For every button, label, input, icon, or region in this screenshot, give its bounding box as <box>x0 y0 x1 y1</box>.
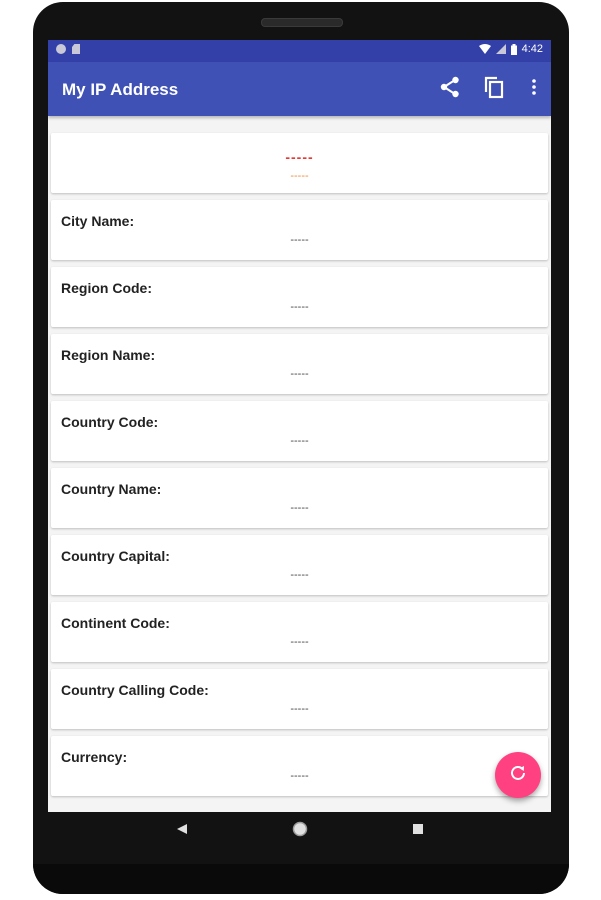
refresh-icon <box>509 764 527 787</box>
info-label: Country Name: <box>61 481 162 497</box>
cell-signal-icon <box>496 44 506 54</box>
status-time: 4:42 <box>521 43 543 55</box>
status-bar <box>48 40 551 62</box>
info-card-currency <box>51 736 548 796</box>
copy-icon <box>483 75 505 104</box>
info-label: Country Calling Code: <box>61 682 209 698</box>
device-bottom-bezel <box>33 864 569 894</box>
info-card-continent-code <box>51 602 548 662</box>
app-bar-actions <box>419 76 539 102</box>
status-notifications <box>56 44 80 54</box>
ip-address-subvalue: ----- <box>290 170 309 182</box>
ip-address-value: ----- <box>285 149 314 165</box>
tablet-frame <box>33 2 569 894</box>
info-card-city-name <box>51 200 548 260</box>
info-value: ----- <box>290 301 309 313</box>
refresh-button[interactable] <box>495 752 541 798</box>
info-label: Region Code: <box>61 280 152 296</box>
home-icon <box>292 821 308 842</box>
speaker-grille <box>261 18 343 27</box>
notification-icon <box>56 44 66 54</box>
home-button[interactable] <box>289 820 311 842</box>
more-vert-icon <box>532 79 536 100</box>
info-card-country-calling-code <box>51 669 548 729</box>
more-options-button[interactable] <box>529 76 539 102</box>
info-label: Continent Code: <box>61 615 170 631</box>
info-value: ----- <box>290 569 309 581</box>
info-value: ----- <box>290 636 309 648</box>
navigation-bar <box>48 810 551 852</box>
share-button[interactable] <box>437 76 463 102</box>
back-button[interactable] <box>171 820 193 842</box>
screen <box>48 40 551 812</box>
app-title: My IP Address <box>62 80 179 99</box>
sd-card-icon <box>72 44 80 54</box>
share-icon <box>439 76 461 103</box>
info-value: ----- <box>290 368 309 380</box>
status-indicators <box>479 43 543 55</box>
ip-address-card <box>51 133 548 193</box>
info-card-country-name <box>51 468 548 528</box>
battery-icon <box>511 44 517 55</box>
back-icon <box>176 822 188 840</box>
info-card-region-name <box>51 334 548 394</box>
info-value: ----- <box>290 703 309 715</box>
info-label: Region Name: <box>61 347 156 363</box>
info-card-country-capital <box>51 535 548 595</box>
info-value: ----- <box>290 435 309 447</box>
wifi-icon <box>479 44 491 54</box>
app-bar <box>48 62 551 116</box>
recents-button[interactable] <box>407 820 429 842</box>
info-card-region-code <box>51 267 548 327</box>
info-value: ----- <box>290 502 309 514</box>
info-label: Currency: <box>61 749 128 765</box>
info-label: City Name: <box>61 213 135 229</box>
recents-icon <box>412 822 424 840</box>
info-value: ----- <box>290 770 309 782</box>
info-label: Country Capital: <box>61 548 170 564</box>
copy-button[interactable] <box>481 76 507 102</box>
info-card-country-code <box>51 401 548 461</box>
info-value: ----- <box>290 234 309 246</box>
info-list <box>48 116 551 796</box>
info-label: Country Code: <box>61 414 159 430</box>
